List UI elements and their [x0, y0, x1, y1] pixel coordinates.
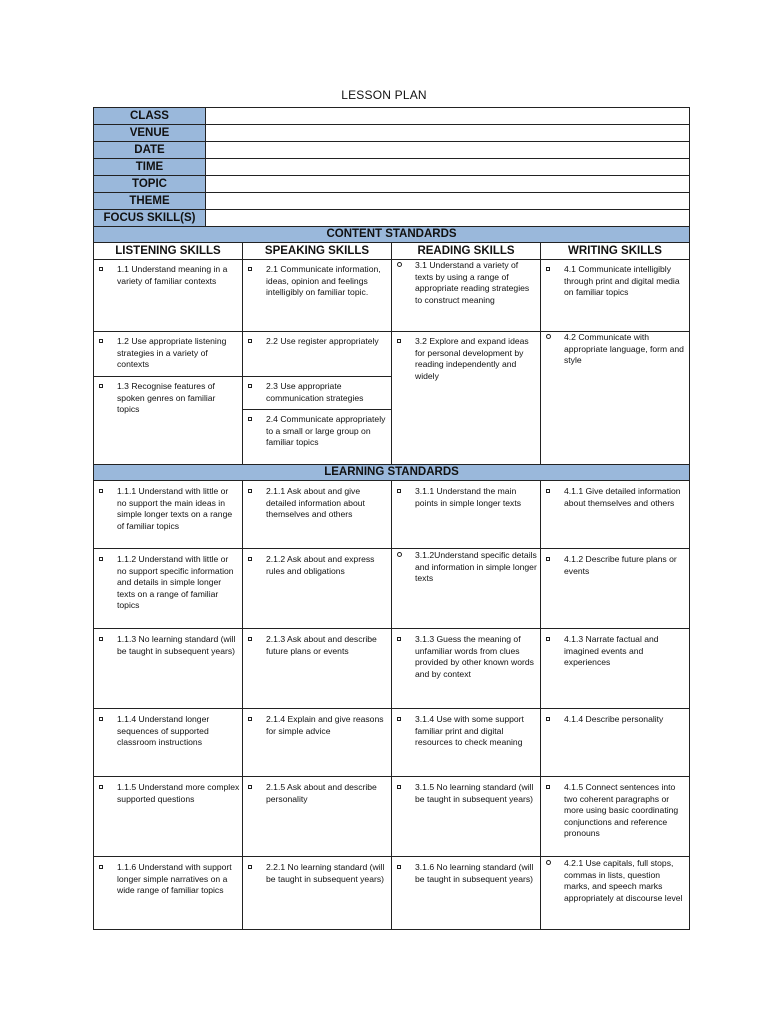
- checkbox-icon: [99, 339, 103, 343]
- table-rule: [93, 124, 690, 125]
- checkbox-icon: [248, 384, 252, 388]
- theme-field[interactable]: [206, 192, 689, 209]
- table-rule: [242, 376, 391, 377]
- checkbox-icon: [248, 339, 252, 343]
- checkbox-icon: [546, 717, 550, 721]
- topic-label: TOPIC: [94, 175, 205, 192]
- page-title: LESSON PLAN: [341, 88, 427, 102]
- bullet-circle-icon: [546, 334, 551, 339]
- table-rule: [540, 480, 541, 930]
- focus-skills-label: FOCUS SKILL(S): [94, 209, 205, 226]
- checkbox-icon: [397, 489, 401, 493]
- checkbox-icon: [248, 637, 252, 641]
- bullet-circle-icon: [397, 262, 402, 267]
- checkbox-icon: [397, 637, 401, 641]
- checkbox-icon: [248, 865, 252, 869]
- table-rule: [391, 480, 392, 930]
- checkbox-icon: [546, 267, 550, 271]
- venue-field[interactable]: [206, 124, 689, 141]
- checkbox-icon: [248, 489, 252, 493]
- table-rule: [93, 175, 690, 176]
- writing-skills-heading: WRITING SKILLS: [568, 244, 662, 257]
- checkbox-icon: [99, 785, 103, 789]
- table-rule: [93, 209, 690, 210]
- time-label: TIME: [94, 158, 205, 175]
- listening-skills-heading: LISTENING SKILLS: [115, 244, 221, 257]
- checkbox-icon: [546, 785, 550, 789]
- checkbox-icon: [546, 557, 550, 561]
- table-rule: [93, 226, 690, 227]
- table-rule: [93, 141, 690, 142]
- table-rule: [242, 480, 243, 930]
- focus-skills-field[interactable]: [206, 209, 689, 226]
- checkbox-icon: [397, 717, 401, 721]
- bullet-circle-icon: [546, 860, 551, 865]
- checkbox-icon: [99, 384, 103, 388]
- reading-skills-heading: READING SKILLS: [417, 244, 515, 257]
- speaking-skills-heading: SPEAKING SKILLS: [264, 244, 370, 257]
- checkbox-icon: [248, 557, 252, 561]
- theme-label: THEME: [94, 192, 205, 209]
- checkbox-icon: [397, 339, 401, 343]
- table-rule: [242, 242, 243, 464]
- checkbox-icon: [99, 267, 103, 271]
- checkbox-icon: [397, 865, 401, 869]
- date-label: DATE: [94, 141, 205, 158]
- table-rule: [93, 158, 690, 159]
- learning-standards-header: LEARNING STANDARDS: [94, 464, 689, 480]
- class-field[interactable]: [206, 108, 689, 124]
- checkbox-icon: [99, 865, 103, 869]
- date-field[interactable]: [206, 141, 689, 158]
- class-label: CLASS: [94, 108, 205, 124]
- checkbox-icon: [99, 557, 103, 561]
- content-standards-header: CONTENT STANDARDS: [94, 226, 689, 242]
- table-rule: [391, 242, 392, 464]
- checkbox-icon: [248, 267, 252, 271]
- table-rule: [93, 192, 690, 193]
- bullet-circle-icon: [397, 552, 402, 557]
- checkbox-icon: [546, 637, 550, 641]
- time-field[interactable]: [206, 158, 689, 175]
- checkbox-icon: [397, 785, 401, 789]
- checkbox-icon: [248, 417, 252, 421]
- checkbox-icon: [99, 717, 103, 721]
- venue-label: VENUE: [94, 124, 205, 141]
- topic-field[interactable]: [206, 175, 689, 192]
- table-rule: [93, 376, 242, 377]
- table-rule: [93, 464, 690, 465]
- checkbox-icon: [248, 717, 252, 721]
- table-rule: [242, 409, 391, 410]
- checkbox-icon: [546, 489, 550, 493]
- checkbox-icon: [99, 637, 103, 641]
- checkbox-icon: [99, 489, 103, 493]
- table-rule: [540, 242, 541, 464]
- table-rule: [205, 107, 206, 226]
- checkbox-icon: [248, 785, 252, 789]
